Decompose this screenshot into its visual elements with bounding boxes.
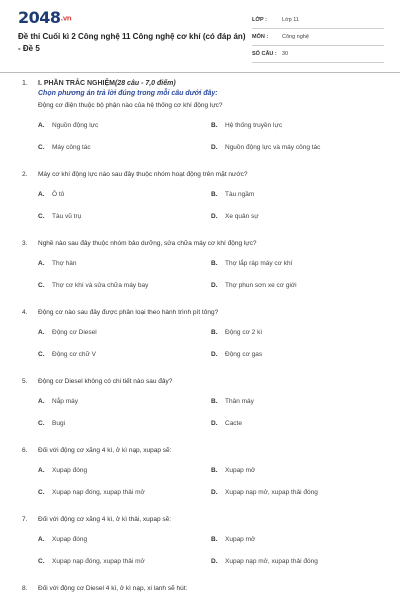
option-letter: D. bbox=[211, 144, 218, 151]
option-text: Xupap nạp mở, xupap thải đóng bbox=[225, 558, 318, 565]
option-text: Hệ thống truyền lực bbox=[225, 122, 283, 129]
option-text: Động cơ Diesel bbox=[52, 329, 97, 336]
answer-option[interactable] bbox=[211, 536, 255, 543]
question-line bbox=[0, 237, 400, 252]
option-letter: D. bbox=[211, 489, 218, 496]
question-line bbox=[0, 582, 400, 597]
option-letter: A. bbox=[38, 122, 45, 129]
question-text: Đối với động cơ Diesel 4 kì, ở kì nạp, xi lanh sẽ hút: bbox=[38, 585, 188, 592]
meta-value: 30 bbox=[282, 51, 289, 57]
question-spacer bbox=[0, 227, 400, 237]
question-text: Động cơ nào sau đây được phân loại theo hành trình pít tông? bbox=[38, 309, 219, 316]
option-text: Thợ phun sơn xe cơ giới bbox=[225, 282, 297, 289]
option-letter: C. bbox=[38, 144, 45, 151]
option-letter: C. bbox=[38, 213, 45, 220]
option-text: Nguồn động lực và máy công tác bbox=[225, 144, 321, 151]
option-letter: B. bbox=[211, 398, 218, 405]
option-letter: B. bbox=[211, 122, 218, 129]
header-divider bbox=[0, 72, 400, 73]
option-letter: B. bbox=[211, 329, 218, 336]
option-text: Xupap đóng bbox=[52, 467, 88, 474]
question-text: Đối với động cơ xăng 4 kì, ở kì nạp, xupap sẽ: bbox=[38, 447, 172, 454]
site-logo[interactable] bbox=[18, 8, 71, 27]
answer-option[interactable] bbox=[38, 398, 78, 405]
option-row bbox=[0, 114, 400, 136]
section-score: (28 câu - 7,0 điểm) bbox=[115, 80, 176, 87]
option-letter: D. bbox=[211, 213, 218, 220]
meta-label: LỚP : bbox=[252, 17, 267, 23]
option-text: Cacte bbox=[225, 420, 242, 427]
option-text: Thợ cơ khí và sửa chữa máy bay bbox=[52, 282, 149, 289]
answer-option[interactable] bbox=[38, 282, 148, 289]
option-letter: B. bbox=[211, 467, 218, 474]
option-row bbox=[0, 274, 400, 296]
option-row bbox=[0, 390, 400, 412]
question-line bbox=[0, 101, 400, 114]
option-text: Tàu vũ trụ bbox=[52, 213, 82, 220]
meta-row-class bbox=[252, 12, 384, 29]
option-text: Tàu ngầm bbox=[225, 191, 255, 198]
question-number: 4. bbox=[22, 309, 28, 316]
option-row bbox=[0, 459, 400, 481]
option-letter: A. bbox=[38, 536, 45, 543]
option-row bbox=[0, 343, 400, 365]
answer-option[interactable] bbox=[211, 329, 262, 336]
option-text: Xupap đóng bbox=[52, 536, 88, 543]
option-text: Xupap nạp đóng, xupap thải mở bbox=[52, 558, 145, 565]
answer-option[interactable] bbox=[211, 122, 282, 129]
option-text: Nắp máy bbox=[52, 398, 79, 405]
answer-option[interactable] bbox=[211, 191, 254, 198]
option-row bbox=[0, 412, 400, 434]
question-number: 3. bbox=[22, 240, 28, 247]
page-title: Đề thi Cuối kì 2 Công nghệ 11 Công nghệ cơ khí (có đáp án) - Đề 5 bbox=[18, 32, 246, 53]
question-item bbox=[0, 227, 400, 296]
question-spacer bbox=[0, 296, 400, 306]
question-item bbox=[0, 572, 400, 597]
option-letter: A. bbox=[38, 260, 45, 267]
answer-option[interactable] bbox=[211, 420, 242, 427]
question-number: 5. bbox=[22, 378, 28, 385]
question-number: 2. bbox=[22, 171, 28, 178]
question-item bbox=[0, 503, 400, 572]
option-letter: B. bbox=[211, 191, 218, 198]
option-row bbox=[0, 550, 400, 572]
option-text: Xupap nạp đóng, xupap thải mở bbox=[52, 489, 145, 496]
question-text: Máy cơ khí động lực nào sau đây thuộc nhóm hoạt động trên mặt nước? bbox=[38, 171, 248, 178]
option-letter: C. bbox=[38, 420, 45, 427]
section-name bbox=[38, 80, 176, 87]
option-text: Động cơ gas bbox=[225, 351, 263, 358]
option-letter: D. bbox=[211, 558, 218, 565]
meta-value: Lớp 11 bbox=[282, 17, 299, 23]
option-letter: B. bbox=[211, 536, 218, 543]
answer-option[interactable] bbox=[211, 351, 262, 358]
answer-option[interactable] bbox=[211, 558, 318, 565]
option-row bbox=[0, 321, 400, 343]
answer-option[interactable] bbox=[38, 191, 64, 198]
option-text: Thân máy bbox=[225, 398, 254, 405]
option-letter: A. bbox=[38, 398, 45, 405]
option-letter: C. bbox=[38, 489, 45, 496]
section-title: I. PHẦN TRẮC NGHIỆM bbox=[38, 80, 115, 87]
answer-option[interactable] bbox=[38, 351, 96, 358]
section-heading bbox=[0, 78, 400, 90]
option-letter: C. bbox=[38, 351, 45, 358]
option-text: Nguồn động lực bbox=[52, 122, 99, 129]
question-item bbox=[0, 365, 400, 434]
option-row bbox=[0, 205, 400, 227]
question-text: Động cơ điện thuộc bộ phận nào của hệ thống cơ khí động lực? bbox=[38, 102, 223, 109]
question-line bbox=[0, 375, 400, 390]
question-item bbox=[0, 158, 400, 227]
meta-label: SỐ CÂU : bbox=[252, 51, 277, 57]
answer-option[interactable] bbox=[211, 260, 292, 267]
option-text: Thợ lắp ráp máy cơ khí bbox=[225, 260, 293, 267]
question-spacer bbox=[0, 365, 400, 375]
question-item bbox=[0, 296, 400, 365]
question-item bbox=[0, 101, 400, 158]
answer-option[interactable] bbox=[211, 398, 254, 405]
question-number: 8. bbox=[22, 585, 28, 592]
option-letter: C. bbox=[38, 558, 45, 565]
option-text: Máy công tác bbox=[52, 144, 91, 151]
question-spacer bbox=[0, 572, 400, 582]
answer-option[interactable] bbox=[38, 558, 145, 565]
answer-option[interactable] bbox=[38, 489, 145, 496]
option-text: Xupap nạp mở, xupap thải đóng bbox=[225, 489, 318, 496]
option-letter: D. bbox=[211, 420, 218, 427]
question-spacer bbox=[0, 158, 400, 168]
option-row bbox=[0, 481, 400, 503]
question-text: Động cơ Diesel không có chi tiết nào sau đây? bbox=[38, 378, 173, 385]
question-text: Nghề nào sau đây thuộc nhóm bảo dưỡng, sửa chữa máy cơ khí động lực? bbox=[38, 240, 257, 247]
question-number: 6. bbox=[22, 447, 28, 454]
meta-label: MÔN : bbox=[252, 34, 269, 40]
option-text: Thợ hàn bbox=[52, 260, 77, 267]
meta-value: Công nghệ bbox=[282, 34, 309, 40]
option-letter: B. bbox=[211, 260, 218, 267]
option-text: Xupap mở bbox=[225, 536, 256, 543]
option-letter: D. bbox=[211, 351, 218, 358]
logo-main: 2048 bbox=[18, 8, 61, 27]
section-instruction: Chọn phương án trả lời đúng trong mỗi câu dưới đây: bbox=[38, 90, 218, 97]
answer-option[interactable] bbox=[38, 467, 87, 474]
meta-row-subject bbox=[252, 29, 384, 46]
option-text: Bugi bbox=[52, 420, 66, 427]
answer-option[interactable] bbox=[211, 213, 259, 220]
answer-option[interactable] bbox=[211, 467, 255, 474]
question-spacer bbox=[0, 503, 400, 513]
option-letter: A. bbox=[38, 329, 45, 336]
question-line bbox=[0, 306, 400, 321]
logo-tld: .vn bbox=[60, 14, 72, 23]
option-text: Động cơ 2 kì bbox=[225, 329, 263, 336]
option-text: Xupap mở bbox=[225, 467, 256, 474]
answer-option[interactable] bbox=[211, 144, 320, 151]
answer-option[interactable] bbox=[211, 282, 297, 289]
answer-option[interactable] bbox=[211, 489, 318, 496]
option-row bbox=[0, 252, 400, 274]
answer-option[interactable] bbox=[38, 122, 98, 129]
option-row bbox=[0, 136, 400, 158]
answer-option[interactable] bbox=[38, 536, 87, 543]
option-letter: A. bbox=[38, 191, 45, 198]
option-text: Động cơ chữ V bbox=[52, 351, 97, 358]
question-line bbox=[0, 444, 400, 459]
option-row bbox=[0, 528, 400, 550]
question-list bbox=[0, 78, 400, 597]
exam-meta-table bbox=[252, 12, 384, 63]
option-text: Ô tô bbox=[52, 191, 65, 198]
question-item bbox=[0, 434, 400, 503]
section-number: 1. bbox=[22, 80, 28, 87]
answer-option[interactable] bbox=[38, 329, 97, 336]
question-spacer bbox=[0, 434, 400, 444]
question-line bbox=[0, 513, 400, 528]
question-text: Đối với động cơ xăng 4 kì, ở kì thải, xupap sẽ: bbox=[38, 516, 172, 523]
option-letter: D. bbox=[211, 282, 218, 289]
option-text: Xe quân sự bbox=[225, 213, 259, 220]
answer-option[interactable] bbox=[38, 213, 81, 220]
option-letter: A. bbox=[38, 467, 45, 474]
option-letter: C. bbox=[38, 282, 45, 289]
answer-option[interactable] bbox=[38, 420, 65, 427]
answer-option[interactable] bbox=[38, 260, 77, 267]
option-row bbox=[0, 183, 400, 205]
question-line bbox=[0, 168, 400, 183]
answer-option[interactable] bbox=[38, 144, 91, 151]
question-number: 7. bbox=[22, 516, 28, 523]
meta-row-count bbox=[252, 46, 384, 63]
